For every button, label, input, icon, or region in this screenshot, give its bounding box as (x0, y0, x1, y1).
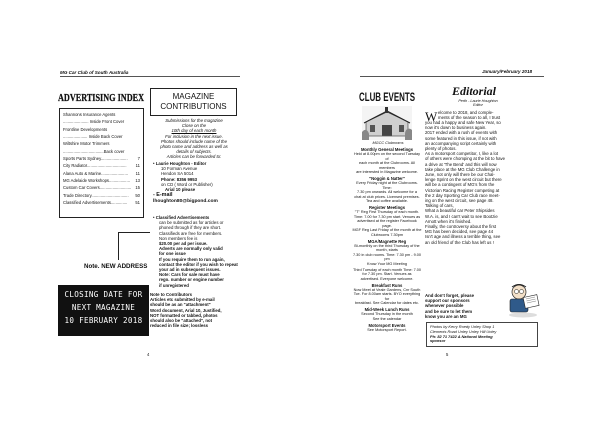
advertising-row (60, 192, 143, 199)
advertising-row (60, 111, 143, 118)
address-line: Hendon SA 5014 (161, 171, 194, 177)
advertising-title-text: ADVERTISING INDEX (58, 92, 145, 104)
contrib-title-2: CONTRIBUTIONS (160, 102, 227, 111)
advertising-index-box (59, 108, 144, 218)
editorial-line: elcome to 2018, and comple- (438, 110, 494, 115)
event-line: 7.30 in club rooms. Time: 7.30 pm - 9.00 pm (353, 252, 421, 261)
editorial-line: now it's down to business again. (425, 125, 487, 131)
advertising-row (60, 162, 143, 169)
club-events-title (358, 89, 416, 104)
advertising-row-page: 51 (135, 200, 140, 206)
editorial-line: ing on the west circuit, see page 48. (425, 198, 494, 204)
advertising-row-label: Custom Car Covers........................... (63, 185, 132, 191)
footer-line: Photos by Kerry Roedy Unley Shop 1 (430, 324, 495, 329)
classified-bold-line: if unregistered (159, 282, 189, 288)
page-number-left: 4 (147, 352, 150, 357)
event-line: Bi-monthly on the third Thursday of the month, starts (354, 243, 420, 252)
editorial-line: Talking of cars, (425, 203, 454, 209)
event-line: advertised. Everyone welcome. (360, 276, 414, 281)
club-events-title-text: CLUB EVENTS (359, 90, 415, 104)
event-line: chat at club prices. Licensed premises. (354, 194, 420, 199)
editorial-line: Isn't age and illness a terrible thing, see (425, 234, 501, 240)
event-heading: Monthly General Meetings (360, 147, 414, 152)
footer-line: Clements Road Unley Unley Hill Unley (430, 328, 497, 334)
address-line: Arial 10 please (165, 187, 196, 193)
contributions-address (153, 161, 239, 204)
event-line: each month at the Clubrooms. All members (359, 161, 415, 170)
intro-line: Submissions for the magazine (165, 118, 223, 123)
editor-label-text: Laurie Houghton - Editor (155, 161, 207, 166)
editorial-body (425, 120, 548, 245)
event-line: Now Meet at Veale Gardens, Cnr South (353, 287, 421, 292)
editorial-line: ments of the season to all, I trust (438, 115, 501, 121)
event-heading: Motorsport Events (368, 322, 406, 328)
event-line: See the calendar (372, 316, 402, 321)
event-line: Second Thursday in the month (361, 312, 413, 316)
classified-line: Classifieds are free for members. (159, 230, 223, 236)
editorial-line: As a motorsport competitor, I, like a lot (425, 151, 499, 157)
reminder-line: know you are an MG (425, 313, 467, 319)
editorial-line: plenty of photos. (425, 146, 457, 152)
editorial-line: lenge Sprint on the west circuit but there (425, 177, 502, 183)
event-heading: "Noggin & Natter" (369, 176, 405, 181)
advertising-row-label: Alana Auto & Marine....................... (63, 170, 128, 176)
editorial-line: you had a happy and safe New Year, so (425, 120, 501, 125)
classified-bold-line: rego. number or engine number (159, 277, 224, 283)
intro-line: photo name and address as well as (160, 144, 228, 150)
event-line: Every Friday night at the Clubrooms. Time: (356, 181, 418, 190)
intro-line: For inclusion in the next issue. (165, 133, 223, 139)
note-line: should also be "attached", not (150, 318, 213, 324)
intro-line: 10th day of each month (171, 128, 217, 134)
advertising-row (60, 140, 143, 147)
advertising-row (60, 170, 143, 177)
event-line: Know Your MG Meeting (367, 261, 407, 266)
reminder-line: and be sure to let them (425, 308, 473, 314)
classified-bold-line: If you require them to run again, (159, 256, 225, 262)
email-label: - E-mail (153, 192, 173, 199)
event-heading: Breakfast Runs (371, 282, 403, 288)
classified-line: phoned through if they are short. (159, 225, 222, 231)
closing-date-box (58, 285, 149, 336)
editorial-line: some featured in this issue, if not with (425, 135, 497, 141)
advertising-row-page: 50 (135, 192, 140, 198)
advertising-row-page: 11 (135, 163, 140, 169)
advert-footer-box (426, 322, 538, 347)
event-block (352, 176, 422, 204)
advertising-row (60, 199, 143, 206)
byline-line: Editor (473, 103, 483, 108)
editorial-line: W.A. is, and I can't wait to see Bootzie (425, 213, 498, 219)
advertising-row (60, 133, 143, 140)
event-block (352, 268, 422, 282)
event-line: Held at 8.00pm on the second Tuesday of (353, 152, 421, 161)
event-heading: MGA/Magnette Reg (367, 238, 407, 244)
note-to-contributors (150, 292, 238, 328)
advertising-index-title (57, 90, 145, 104)
closing-line-1: CLOSING DATE FOR (64, 290, 143, 299)
note-title: Note to Contributors (150, 292, 193, 297)
classified-bold-line: Note: Cars for sale must have (159, 272, 220, 278)
footer-line: Ph: 82 71 7422 A National Meeting (430, 333, 493, 339)
editorial-line: What a beautiful car Peter Shipsides (425, 208, 495, 214)
event-line: Tce. For 8.00am starts. BYO everything for (353, 292, 421, 301)
magazine-contributions-title-box (150, 88, 237, 116)
cartoon-reader-image (506, 282, 540, 318)
closing-line-2: NEXT MAGAZINE (71, 303, 136, 312)
closing-line-3: 10 FEBRUARY 2018 (64, 316, 143, 325)
note-line: reduced in file size; lossless (150, 323, 209, 329)
intro-line: Photos should include name of the (161, 138, 227, 144)
note-line: Word document, Arial 10, Justified, (150, 307, 222, 313)
advertising-row-label: Sports Parts Sydney....................... (63, 156, 128, 162)
clubrooms-drawing (362, 106, 412, 140)
sponsor-reminder (425, 293, 505, 319)
event-line: See Motorsport Report. (367, 327, 407, 332)
advertising-row-label: Classified Advertisements.............. (63, 200, 128, 206)
advertising-row-label: Trade Directory................................ (63, 192, 129, 198)
note-line: Articles etc submitted by e-mail (150, 297, 215, 303)
intro-line: Close on the (181, 123, 207, 129)
editorial-line: June, not only will there be our Chal- (425, 172, 495, 178)
club-events-list (352, 147, 422, 334)
contrib-title-1: MAGAZINE (172, 92, 215, 101)
editorial-line: Finally, the controversy about the first (425, 224, 497, 230)
header-rule-right (360, 76, 544, 77)
event-line: breakfast. See Calendar for dates etc. (355, 301, 419, 305)
advertising-row (60, 126, 143, 133)
classified-bold-line: your ad in subsequent issues. (159, 267, 221, 273)
event-block (352, 283, 422, 306)
event-line: 7.30 pm onwards. All welcome for a (357, 190, 417, 194)
clubrooms-caption: MGCC Clubrooms (372, 141, 404, 145)
editorial-line: MG has been decided, see page 44 (425, 229, 494, 235)
event-block (352, 307, 422, 321)
advertising-row (60, 118, 143, 125)
classified-bold-line: Adverts are normally only valid (159, 246, 223, 252)
editorial-line: will be a contingent of MG's from the (425, 182, 495, 188)
clubrooms-image (362, 106, 412, 140)
event-block (352, 205, 422, 237)
advertising-row-label: ...................... Inside Front Cover (63, 119, 125, 125)
editorial-line: take place at the MG Club Challenge in (425, 166, 500, 172)
event-block (352, 147, 422, 175)
arrow-line-vertical (118, 232, 119, 260)
classified-bold-line: for one issue (159, 251, 186, 257)
event-line: are interested in Magazine welcome. (356, 170, 418, 174)
classified-line: can be submitted as for articles or (159, 220, 224, 226)
advertising-title-lettering (57, 90, 145, 104)
event-line: Tea and coffee available. (366, 199, 408, 203)
editorial-line: an old friend of the Club has left us ! (425, 239, 494, 245)
cartoon-reader-drawing (506, 282, 540, 318)
advertising-row-label: City Radiator.................................. (63, 163, 127, 169)
advertising-row-label: MG Adelaide Workshops.................. (63, 178, 130, 184)
event-line: MGF Reg Last Friday of the month at the (352, 228, 422, 232)
intro-line: Articles can be forwarded to: (166, 154, 222, 160)
advertising-row-label: Frontline Developments (63, 126, 108, 132)
contributions-intro (150, 118, 238, 160)
email-address[interactable]: lhoughton80@bigpond.com (153, 198, 218, 204)
note-line: NOT formatted or tabbed, photos (150, 312, 218, 318)
event-heading: Mid-Week Lunch Runs (364, 307, 410, 312)
running-header-left: MG Car Club of South Australia (60, 70, 129, 75)
editorial-line: Arnott when it's finished. (425, 218, 472, 224)
advertising-row-page: 15 (135, 185, 140, 191)
advertising-row-page: 13 (135, 178, 140, 184)
arrow-line-horizontal (118, 232, 150, 233)
classified-line: Non members fee is (159, 235, 198, 241)
classified-fee: $20.00 per ad per issue. (159, 241, 208, 247)
editorial-title: Editorial (452, 84, 497, 98)
address-line: 10 Forman Avenue (161, 166, 198, 172)
advertising-row-label: Shannons Insurance Agents (63, 112, 116, 117)
reminder-line: support our sponsors (425, 298, 470, 304)
advertising-row (60, 184, 143, 191)
editorial-line: Victorian Racing Register competing at (425, 187, 500, 193)
footer-line: sponsor (430, 338, 446, 344)
advertising-row-label: ..................... Inside Back Cover (63, 134, 123, 140)
editorial-first-lines (438, 110, 548, 120)
classified-title-text: Classified Advertisements (155, 215, 210, 220)
advertising-row (60, 177, 143, 184)
advertising-row (60, 155, 143, 162)
editorial-dropcap: W (425, 109, 438, 124)
event-line: advertised at the register Facebook page. (357, 219, 417, 228)
classified-bold-line: contact the editor if you wish to repeat (159, 261, 238, 267)
intro-line: details of subjects. (176, 149, 212, 155)
reminder-line: whenever possible (425, 303, 464, 309)
event-block (352, 239, 422, 267)
page-number-right: 5 (446, 352, 449, 357)
advertising-row-label: Wiltshire Motor Trimmers (63, 141, 110, 147)
event-line: for 7.30 pm. Start. Venues as (362, 272, 412, 276)
header-rule-left (60, 76, 240, 77)
editorial-line: a drive at 'The Bend' and this will now (425, 161, 497, 167)
editor-label: • Laurie Houghton - Editor (153, 161, 207, 166)
editorial-byline (432, 99, 524, 108)
club-events-lettering (358, 89, 416, 104)
classified-title: • Classified Advertisements (153, 215, 210, 220)
editorial-line: an accompanying script certainly with (425, 140, 497, 146)
editorial-line: 2017 ended with a rush of events with (425, 130, 498, 136)
note-line: should be as an "attachment" (150, 302, 211, 308)
event-block (352, 323, 422, 333)
advertising-row-label: ...................................Back cover (63, 148, 125, 154)
advertising-row-page: 7 (137, 156, 140, 162)
event-line: "T" Reg First Thursday of each month. (354, 210, 420, 214)
advertising-row-page: 11 (135, 170, 140, 176)
advertising-index-list (60, 109, 143, 206)
event-heading: Register Meetings (368, 205, 406, 210)
editorial-line: of others were chomping at the bit to have (425, 156, 506, 162)
advertising-row (60, 148, 143, 155)
editorial-line: the 2 day Sporting Car Club race meet- (425, 192, 500, 198)
running-header-right: January/February 2018 (482, 69, 533, 74)
address-line: on CD ( Word or Publisher) (161, 181, 213, 187)
reminder-line: And don't forget, please (425, 293, 475, 298)
event-line: Time: 7.00 for 7.30 pm start. Venues as (353, 214, 421, 219)
byline-line: Perth - Laurie Houghton (458, 99, 498, 103)
event-line: Clubrooms 7.30pm (370, 232, 404, 237)
event-line: Third Tuesday of each month Time: 7.00 (353, 267, 421, 272)
classified-section (153, 215, 239, 288)
address-line: Phone: 8356 9953 (161, 176, 198, 182)
new-address-note: Note. NEW ADDRESS (84, 263, 148, 270)
